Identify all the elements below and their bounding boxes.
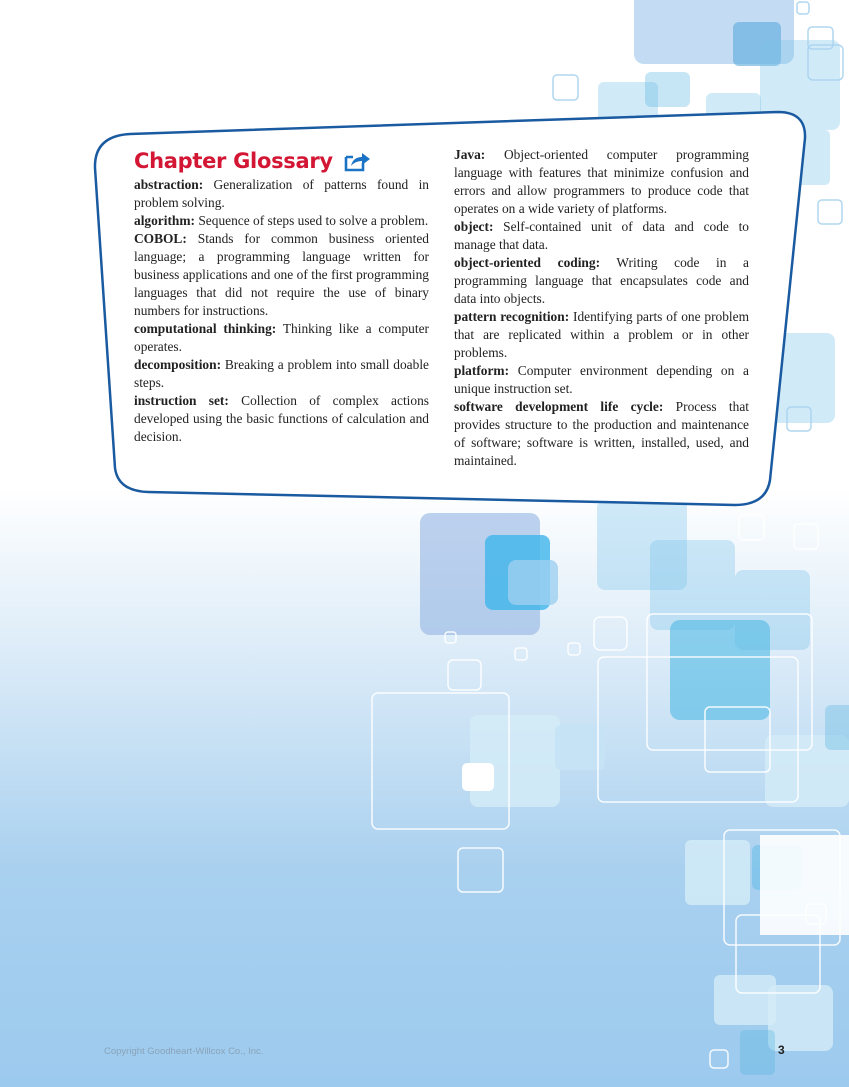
glossary-right-column — [454, 146, 749, 470]
glossary-term: decomposition: — [134, 357, 222, 372]
glossary-entry — [454, 308, 749, 362]
glossary-definition: Process that provides structure to the production and maintenance of software; software is written, installed, used, and maintained. — [454, 399, 749, 468]
glossary-definition: Stands for common business oriented language; a programming language written for business applications and one of the first programming languages that did not require the use of binary numbers for instructions. — [134, 231, 429, 318]
glossary-term: Java: — [454, 147, 486, 162]
glossary-entry — [134, 356, 429, 392]
copyright-notice: Copyright Goodheart-Willcox Co., Inc. — [104, 1046, 264, 1057]
glossary-term: platform: — [454, 363, 510, 378]
glossary-entry — [134, 212, 429, 230]
glossary-term: software development life cycle: — [454, 399, 664, 414]
glossary-entry — [134, 392, 429, 446]
glossary-term: object: — [454, 219, 494, 234]
glossary-term: abstraction: — [134, 177, 204, 192]
glossary-entry — [454, 218, 749, 254]
glossary-definition: Writing code in a programming language that encapsulates code and data into objects. — [454, 255, 749, 306]
glossary-term: computational thinking: — [134, 321, 277, 336]
glossary-term: instruction set: — [134, 393, 229, 408]
glossary-entry — [454, 254, 749, 308]
glossary-entry — [134, 176, 429, 212]
glossary-entry — [454, 146, 749, 218]
glossary-definition: Object-oriented computer programming language with features that minimize confusion and errors and allow programmers to produce code that operates on a wide variety of platforms. — [454, 147, 749, 216]
glossary-definition: Computer environment depending on a unique instruction set. — [454, 363, 749, 396]
page-number: 3 — [778, 1043, 785, 1057]
glossary-definition: Generalization of patterns found in problem solving. — [134, 177, 429, 210]
glossary-entry — [454, 362, 749, 398]
glossary-entry — [134, 320, 429, 356]
page-title: Chapter Glossary — [134, 149, 333, 173]
glossary-definition: Thinking like a computer operates. — [134, 321, 429, 354]
glossary-term: pattern recognition: — [454, 309, 570, 324]
glossary-term: object-oriented coding: — [454, 255, 601, 270]
glossary-definition: Collection of complex actions developed using the basic functions of calculation and decision. — [134, 393, 429, 444]
glossary-definition: Breaking a problem into small doable steps. — [134, 357, 429, 390]
glossary-entry — [454, 398, 749, 470]
glossary-term: algorithm: — [134, 213, 195, 228]
share-arrow-icon[interactable] — [343, 150, 371, 172]
glossary-entry — [134, 230, 429, 320]
glossary-definition: Identifying parts of one problem that are replicated within a problem or in other problems. — [454, 309, 749, 360]
glossary-definition: Self-contained unit of data and code to manage that data. — [454, 219, 749, 252]
glossary-definition: Sequence of steps used to solve a problem. — [198, 213, 429, 228]
glossary-left-column — [134, 146, 429, 446]
chapter-glossary-heading — [134, 146, 429, 176]
glossary-term: COBOL: — [134, 231, 187, 246]
